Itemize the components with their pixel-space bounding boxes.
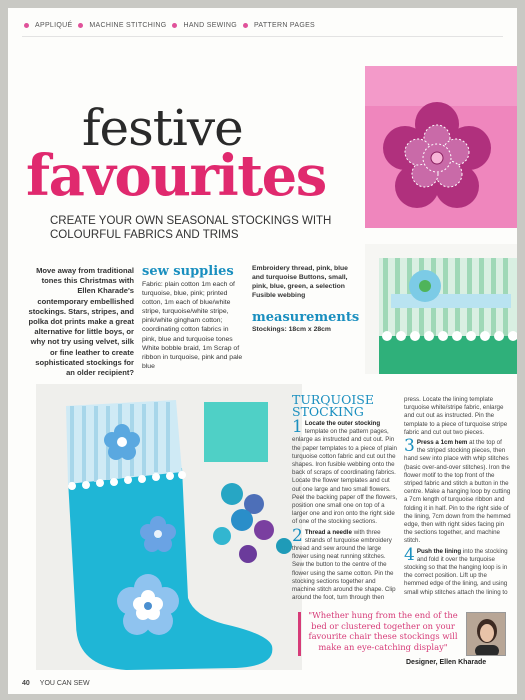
title-line1: festive (82, 99, 243, 157)
step-lead: Locate the outer stocking (304, 420, 381, 427)
step-number: 2 (292, 525, 303, 546)
step-lead: Push the lining (416, 547, 462, 555)
step-3 (404, 436, 512, 546)
nav-applique[interactable]: APPLIQUÉ (35, 21, 73, 29)
quote-accent-bar (298, 612, 301, 656)
bullet-icon (243, 23, 248, 28)
instructions-col-1 (292, 417, 398, 604)
turquoise-stocking-illustration (36, 384, 302, 670)
page-number: 40 (22, 680, 30, 687)
continued-text: press. Locate the lining template turquoise white/stripe fabric, enlarge and cut out as instructed. Pin the template to a piece of turquoise stripe fabric and cut out two pieces. (404, 396, 508, 436)
step-lead: Press a 1cm hem (416, 439, 468, 447)
pull-quote: "Whether hung from the end of the bed or clustered together on your favourite chair these stockings will make an eye-catching display" (308, 610, 458, 652)
turquoise-heading (292, 394, 374, 418)
bullet-icon (78, 23, 83, 28)
step-lead: Thread a needle (304, 528, 352, 536)
step-4 (404, 544, 512, 597)
turquoise-heading-line2: STOCKING (292, 404, 364, 419)
step-text: at the top of the striped stocking pieces, then hand sew into place with whip stitches (basic over-and-over stitches). Iron the flower motif to the top front of the striped fabric and stitch a button in the centre. Make a hanging loop by cutting a 7cm length of turquoise ribbon and folding it in half. Pin to the right side of the lining, 7cm down from the hemmed edge, then with right sides facing pin the sections together, and machine stitch. (404, 439, 511, 545)
step-2 (292, 525, 398, 603)
nav-pattern-pages[interactable]: PATTERN PAGES (253, 21, 316, 29)
turquoise-heading-line1: TURQUOISE (292, 392, 374, 407)
striped-cuff-photo (365, 244, 517, 374)
step-text: template on the pattern pages, enlarge as instructed and cut out. Pin the paper templates to a piece of plain turquoise cotton fabric and cut out the shapes. Iron fusible webbing onto the back of scraps of coordinating fabrics. Locate the flower templates and cut out one large and two small flowers. Peel the backing paper off the flowers, position one small one on top of a larger one and iron onto the right side of one of the stocking sections. (292, 428, 398, 526)
supplies-list-2: Embroidery thread, pink, blue and turquoise Buttons, small, pink, blue, green, a selection Fusible webbing (252, 265, 348, 300)
designer-avatar (466, 612, 506, 656)
supplies-heading: sew supplies (142, 264, 234, 279)
bullet-icon (24, 23, 29, 28)
nav-hand-sewing[interactable]: HAND SEWING (183, 21, 237, 29)
step-number: 3 (404, 436, 415, 457)
bullet-icon (172, 23, 177, 28)
step-text: into the stocking and fold it over the turquoise stocking so that the hanging loop is in the correct position. Lift up the hemmed edge of the lining, and using small whip stitches attach the lining to (404, 547, 508, 596)
magazine-name: YOU CAN SEW (39, 680, 90, 687)
pink-stocking-photo (365, 66, 517, 228)
measurements-text: Stockings: 18cm x 28cm (252, 326, 331, 333)
header-divider (22, 36, 503, 37)
instructions-col-2 (404, 396, 512, 599)
title-line2: favourites (26, 143, 326, 209)
designer-credit: Designer, Ellen Kharade (406, 659, 487, 666)
measurements-heading: measurements (252, 310, 360, 325)
subtitle: CREATE YOUR OWN SEASONAL STOCKINGS WITH COLOURFUL FABRICS AND TRIMS (50, 215, 332, 241)
step-number: 4 (404, 544, 415, 565)
striped-cuff-illustration (365, 244, 517, 374)
magazine-page (8, 8, 517, 694)
designer-portrait (467, 613, 506, 656)
turquoise-stocking-photo (36, 384, 302, 670)
nav-machine-stitching[interactable]: MACHINE STITCHING (89, 21, 167, 29)
supplies-list: Fabric: plain cotton 1m each of turquoise, blue, pink; printed cotton, 1m each of blue/white stripe, turquoise/white stripe, pink/white gingham cotton; coordinating cotton fabrics in pink, blue and turquoise tones White bobble braid, 1m Scrap of ribbon in turquoise, pink and pale blue (142, 281, 243, 370)
step-1 (292, 417, 398, 527)
page-footer (22, 680, 90, 687)
step-number: 1 (292, 417, 303, 437)
step-text: with three strands of turquoise embroidery thread and sew around the large flower using neat running stitches. Sew the button to the centre of the flower using the same cotton. Pin the stocking sections together and machine stitch around the shape. Clip around the foot, turn through then (292, 528, 396, 602)
section-nav (22, 14, 315, 36)
intro-text: Move away from traditional tones this Christmas with Ellen Kharade's contemporary embellished stockings. Stars, stripes, and polka dot prints make a great alternative for little boys, or why not try using velvet, silk or fine leather to create sophisticated stockings for an older recipient? (28, 266, 134, 378)
pink-stocking-illustration (365, 66, 517, 228)
